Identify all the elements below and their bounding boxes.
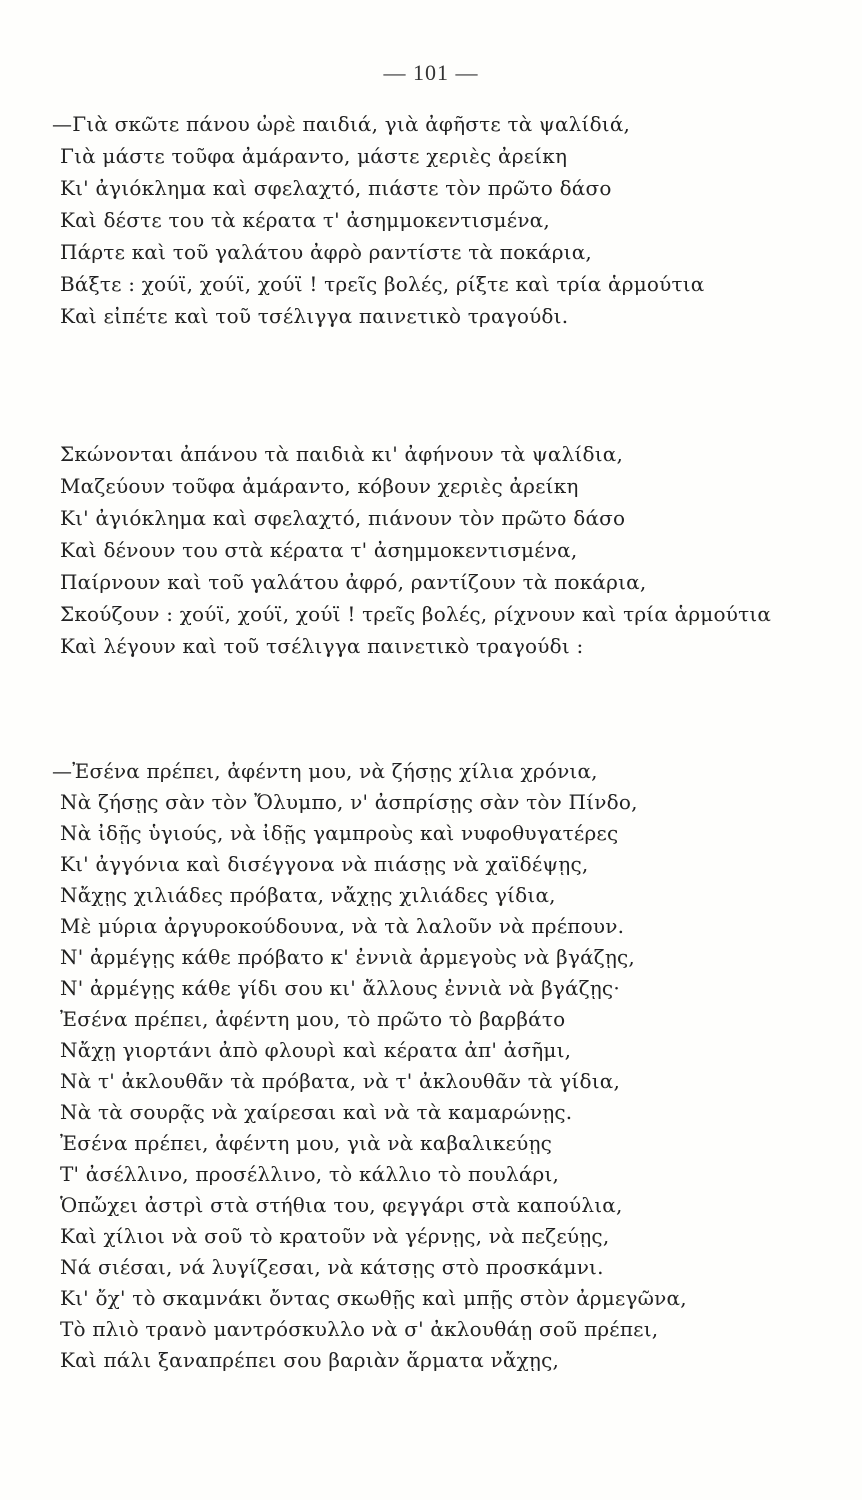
verse-line: Τὸ πλιὸ τρανὸ μαντρόσκυλλο νὰ σ' ἀκλουθάῃ σοῦ πρέπει, (60, 1317, 659, 1341)
verse-line: Παίρνουν καὶ τοῦ γαλάτου ἀφρό, ραντίζουν τὰ ποκάρια, (60, 570, 647, 594)
verse-line: Καὶ πάλι ξαναπρέπει σου βαριὰν ἅρματα νἄχῃς, (60, 1348, 560, 1372)
verse-line: Νά σιέσαι, νά λυγίζεσαι, νὰ κάτσῃς στὸ προσκάμνι. (60, 1255, 604, 1279)
verse-line: Κι' ἀγγόνια καὶ δισέγγονα νὰ πιάσῃς νὰ χαϊδέψῃς, (60, 852, 589, 876)
verse-line: Καὶ χίλιοι νὰ σοῦ τὸ κρατοῦν νὰ γέρνῃς, νὰ πεζεύῃς, (60, 1224, 610, 1248)
verse-line: Ὁπὤχει ἀστρὶ στὰ στήθια του, φεγγάρι στὰ καπούλια, (60, 1193, 623, 1217)
verse-line: Ν' ἀρμέγῃς κάθε γίδι σου κι' ἄλλους ἐννιὰ νὰ βγάζῃς· (60, 976, 620, 1000)
verse-line: Σκώνονται ἀπάνου τὰ παιδιὰ κι' ἀφήνουν τὰ ψαλίδια, (60, 442, 624, 466)
verse-line: Καὶ εἰπέτε καὶ τοῦ τσέλιγγα παινετικὸ τραγούδι. (60, 304, 569, 328)
verse-line: Νἄχῃς χιλιάδες πρόβατα, νἄχῃς χιλιάδες γίδια, (60, 883, 556, 907)
verse-line: Γιὰ μάστε τοῦφα ἀμάραντο, μάστε χεριὲς ἀρείκη (60, 144, 568, 168)
verse-line: Μὲ μύρια ἀργυροκούδουνα, νὰ τὰ λαλοῦν νὰ πρέπουν. (60, 914, 625, 938)
verse-line: —Γιὰ σκῶτε πάνου ὠρὲ παιδιά, γιὰ ἀφῆστε τὰ ψαλίδιά, (52, 112, 631, 136)
verse-line: Πάρτε καὶ τοῦ γαλάτου ἀφρὸ ραντίστε τὰ ποκάρια, (60, 240, 592, 264)
verse-line: Ν' ἀρμέγῃς κάθε πρόβατο κ' ἐννιὰ ἀρμεγοὺς νὰ βγάζῃς, (60, 945, 635, 969)
verse-line: Νἄχῃ γιορτάνι ἀπὸ φλουρὶ καὶ κέρατα ἀπ' ἀσῆμι, (60, 1038, 572, 1062)
verse-line: Κι' ἀγιόκλημα καὶ σφελαχτό, πιάστε τὸν πρῶτο δάσο (60, 176, 612, 200)
stanza-2 (52, 438, 832, 662)
verse-line: Νὰ ἰδῇς ὑγιούς, νὰ ἰδῇς γαμπροὺς καὶ νυφοθυγατέρες (60, 821, 619, 845)
verse-line: Μαζεύουν τοῦφα ἀμάραντο, κόβουν χεριὲς ἀρείκη (60, 474, 579, 498)
verse-line: Βάξτε : χούϊ, χούϊ, χούϊ ! τρεῖς βολές, ρίξτε καὶ τρία ἁρμούτια (60, 272, 705, 296)
verse-line: Τ' ἀσέλλινο, προσέλλινο, τὸ κάλλιο τὸ πουλάρι, (60, 1162, 560, 1186)
verse-line: Κι' ὄχ' τὸ σκαμνάκι ὄντας σκωθῇς καὶ μπῇς στὸν ἀρμεγῶνα, (60, 1286, 687, 1310)
verse-line: Καὶ δένουν του στὰ κέρατα τ' ἀσημμοκεντισμένα, (60, 538, 578, 562)
stanza-3 (52, 756, 832, 1376)
verse-line: —Ἐσένα πρέπει, ἀφέντη μου, νὰ ζήσῃς χίλια χρόνια, (52, 759, 598, 783)
verse-line: Καὶ λέγουν καὶ τοῦ τσέλιγγα παινετικὸ τραγούδι : (60, 634, 584, 658)
verse-line: Νὰ τὰ σουρᾷς νὰ χαίρεσαι καὶ νὰ τὰ καμαρώνῃς. (60, 1100, 573, 1124)
verse-line: Νὰ τ' ἀκλουθᾶν τὰ πρόβατα, νὰ τ' ἀκλουθᾶν τὰ γίδια, (60, 1069, 621, 1093)
stanza-1 (52, 108, 832, 332)
verse-line: Ἐσένα πρέπει, ἀφέντη μου, τὸ πρῶτο τὸ βαρβάτο (60, 1007, 566, 1031)
verse-line: Ἐσένα πρέπει, ἀφέντη μου, γιὰ νὰ καβαλικεύῃς (60, 1131, 553, 1155)
verse-line: Καὶ δέστε του τὰ κέρατα τ' ἀσημμοκεντισμένα, (60, 208, 550, 232)
verse-line: Κι' ἀγιόκλημα καὶ σφελαχτό, πιάνουν τὸν πρῶτο δάσο (60, 506, 626, 530)
verse-line: Σκούζουν : χούϊ, χούϊ, χούϊ ! τρεῖς βολές, ρίχνουν καὶ τρία ἁρμούτια (60, 602, 772, 626)
page-number: — 101 — (383, 60, 479, 85)
verse-line: Νὰ ζήσῃς σὰν τὸν Ὄλυμπο, ν' ἀσπρίσῃς σὰν τὸν Πίνδο, (60, 790, 638, 814)
